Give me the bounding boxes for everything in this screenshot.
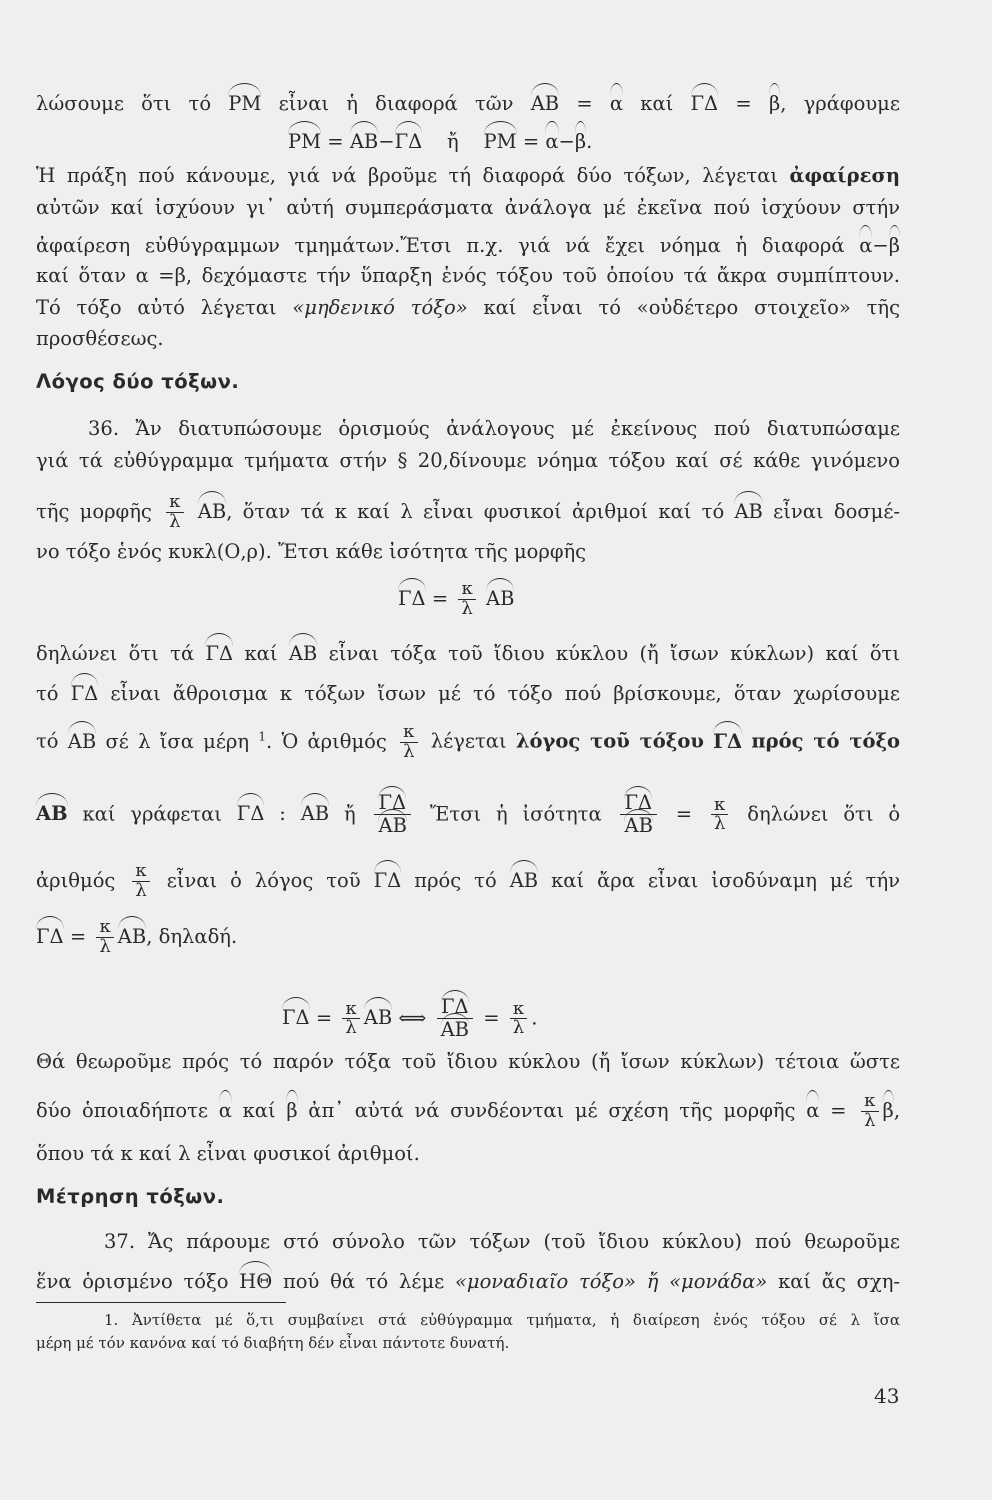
page-number: 43 <box>874 1384 900 1408</box>
text-line: Ἡ πράξη πού κάνουμε, γιά νά βροῦμε τή διαφορά δύο τόξων, λέγεται ἀφαίρεση <box>36 164 900 187</box>
text-line: τῆς μορφῆς $\frac{\kappa}{\lambda}$ AB, ὅταν τά κ καί λ εἶναι φυσικοί ἀριθμοί καί τό AB εἶναι δοσμέ- <box>36 491 901 532</box>
formula-ratio: ΓΔ = $\frac{\kappa}{\lambda}$ AB <box>398 578 515 619</box>
section-heading: Λόγος δύο τόξων. <box>36 370 240 393</box>
text-line: AB καί γράφεται ΓΔ : AB ἤ $\frac{\Gamma\Delta}{AB}$ Ἔτσι ἡ ἰσότητα $\frac{\Gamma\Delta}{AB}$ = $\frac{\kappa}{\lambda}$ δηλώνει ὅτι ὁ <box>36 791 901 838</box>
text-line: νο τόξο ἑνός κυκλ(Ο,ρ). Ἔτσι κάθε ἰσότητα τῆς μορφῆς <box>36 540 587 563</box>
formula-equivalence: ΓΔ = $\frac{\kappa}{\lambda}$ AB ⟺ $\frac{\Gamma\Delta}{AB}$ = $\frac{\kappa}{\lambda}$ . <box>282 995 538 1042</box>
text-line: ΓΔ = $\frac{\kappa}{\lambda}$ AB, δηλαδή. <box>36 916 238 957</box>
arc-AB: AB <box>531 90 559 118</box>
fraction-kappa-lambda: $\frac{\kappa}{\lambda}$ <box>166 493 183 532</box>
arc-PM: PM <box>228 90 261 118</box>
footnote-marker: 1 <box>258 729 266 743</box>
footnote-line: μέρη μέ τόν κανόνα καί τό διαβήτη δέν εἶναι πάντοτε δυνατή. <box>36 1334 510 1352</box>
footnote-line: 1. Ἀντίθετα μέ ὅ,τι συμβαίνει στά εὐθύγραμμα τμήματα, ἡ διαίρεση ἑνός τόξου σέ λ ἴσα <box>104 1311 900 1329</box>
formula-difference: PM = AB−ΓΔ ἤ PM = α−β. <box>288 128 592 156</box>
text-line: προσθέσεως. <box>36 327 164 350</box>
text-line: 36. Ἄν διατυπώσουμε ὁρισμούς ἀνάλογους μέ ἐκείνους πού διατυπώσαμε <box>88 417 900 440</box>
text-line: καί ὅταν α =β, δεχόμαστε τήν ὕπαρξη ἑνός τόξου τοῦ ὁποίου τά ἄκρα συμπίπτουν. <box>36 264 900 287</box>
footnote-divider <box>36 1302 286 1303</box>
arc-alpha: α <box>610 90 623 118</box>
text-line: γιά τά εὐθύγραμμα τμήματα στήν § 20,δίνουμε νόημα τόξου καί σέ κάθε γινόμενο <box>36 449 900 472</box>
text-line: τό ΓΔ εἶναι ἄθροισμα κ τόξων ἴσων μέ τό τόξο πού βρίσκουμε, ὅταν χωρίσουμε <box>36 680 900 708</box>
text-line: λώσουμε ὅτι τό PM εἶναι ἡ διαφορά τῶν AB = α καί ΓΔ = β, γράφουμε <box>36 90 900 118</box>
text-line: ἀφαίρεση εὐθύγραμμων τμημάτων.Ἔτσι π.χ. γιά νά ἔχει νόημα ἡ διαφορά α−β <box>36 232 900 260</box>
text-line: δηλώνει ὅτι τά ΓΔ καί AB εἶναι τόξα τοῦ ἴδιου κύκλου (ἤ ἴσων κύκλων) καί ὅτι <box>36 640 900 668</box>
text-line: τό AB σέ λ ἴσα μέρη $^1$. Ὁ ἀριθμός $\frac{\kappa}{\lambda}$ λέγεται λόγος τοῦ τόξου ΓΔ πρός τό τόξο <box>36 720 901 762</box>
text-line: Θά θεωροῦμε πρός τό παρόν τόξα τοῦ ἴδιου κύκλου (ἤ ἴσων κύκλων) τέτοια ὥστε <box>36 1050 900 1073</box>
text-line: ἕνα ὁρισμένο τόξο HΘ πού θά τό λέμε «μοναδιαῖο τόξο» ἤ «μονάδα» καί ἄς σχη- <box>36 1268 900 1296</box>
text-line: ὅπου τά κ καί λ εἶναι φυσικοί ἀριθμοί. <box>36 1142 420 1165</box>
text-line: αὐτῶν καί ἰσχύουν γι᾽ αὐτή συμπεράσματα ἀνάλογα μέ ἐκεῖνα πού ἰσχύουν στήν <box>36 196 900 219</box>
section-heading: Μέτρηση τόξων. <box>36 1185 225 1208</box>
text-line: 37. Ἄς πάρουμε στό σύνολο τῶν τόξων (τοῦ ἴδιου κύκλου) πού θεωροῦμε <box>104 1230 900 1253</box>
text-line: Τό τόξο αὐτό λέγεται «μηδενικό τόξο» καί εἶναι τό «οὐδέτερο στοιχεῖο» τῆς <box>36 296 900 319</box>
text-line: ἀριθμός $\frac{\kappa}{\lambda}$ εἶναι ὁ λόγος τοῦ ΓΔ πρός τό AB καί ἄρα εἶναι ἰσοδύναμη μέ τήν <box>36 860 900 901</box>
text-line: δύο ὁποιαδήποτε α καί β ἀπ᾽ αὐτά νά συνδέονται μέ σχέση τῆς μορφῆς α = $\frac{\kappa}{\lambda}$ β, <box>36 1090 901 1131</box>
arc-GD: ΓΔ <box>691 90 719 118</box>
arc-beta: β <box>769 90 780 118</box>
